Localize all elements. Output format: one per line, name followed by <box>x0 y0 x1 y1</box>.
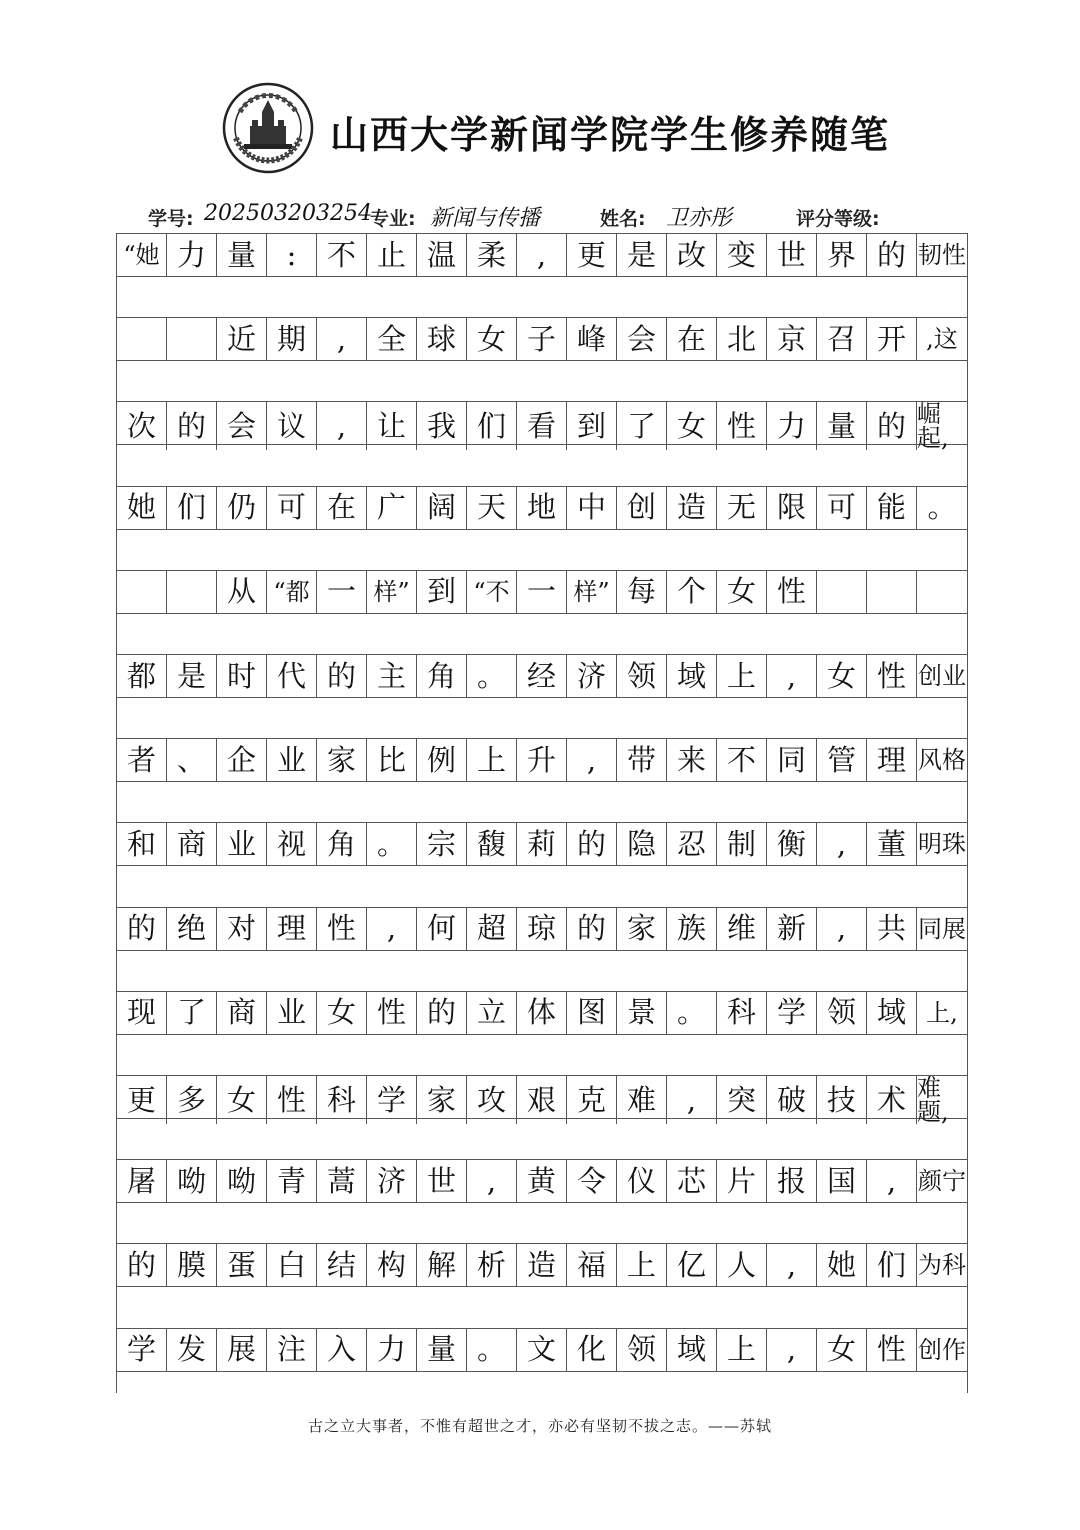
grid-cell: 解 <box>417 1244 467 1286</box>
grid-cell: 忍 <box>667 823 717 865</box>
grid-cell: 不 <box>317 234 367 276</box>
grid-cell: 样” <box>367 571 417 613</box>
grid-cell: 经 <box>517 655 567 697</box>
grid-cell: 人 <box>717 1244 767 1286</box>
grid-cell: 女 <box>217 1076 267 1124</box>
grid-cell: 令 <box>567 1160 617 1202</box>
grid-cell: , <box>667 1076 717 1124</box>
grid-cell: 在 <box>317 487 367 529</box>
grid-cell: 业 <box>267 992 317 1034</box>
grid-cell: 全 <box>367 318 417 360</box>
grid-cell: 创业 <box>918 662 966 690</box>
grade-label: 评分等级: <box>796 208 880 230</box>
grid-cell: 析 <box>467 1244 517 1286</box>
grid-cell: 性 <box>717 402 767 450</box>
grid-cell: 女 <box>467 318 517 360</box>
grid-cell: 蛋 <box>217 1244 267 1286</box>
grid-cell: 会 <box>617 318 667 360</box>
grid-cell: 新 <box>767 908 817 950</box>
grid-cell: 董 <box>867 823 917 865</box>
grid-cell: 理 <box>267 908 317 950</box>
grid-row <box>117 907 967 951</box>
grid-cell: , <box>517 234 567 276</box>
grid-cell: 学 <box>367 1076 417 1124</box>
grid-cell: , <box>367 908 417 950</box>
grid-cell: 。 <box>467 655 517 697</box>
grid-cell: 共 <box>867 908 917 950</box>
grid-cell: 性 <box>767 571 817 613</box>
grid-cell: 屠 <box>117 1160 167 1202</box>
grid-cell <box>167 318 217 360</box>
grid-cell: 入 <box>317 1329 367 1371</box>
grid-cell: 性 <box>267 1076 317 1124</box>
grid-cell: 家 <box>617 908 667 950</box>
grid-row <box>117 317 967 361</box>
grid-cell: 上 <box>717 655 767 697</box>
grid-cell: 艰 <box>517 1076 567 1124</box>
grid-cell: 片 <box>717 1160 767 1202</box>
grid-cell: 图 <box>567 992 617 1034</box>
grid-cell: 性 <box>317 908 367 950</box>
grid-cell: 更 <box>117 1076 167 1124</box>
grid-cell: 馥 <box>467 823 517 865</box>
grid-cell: 膜 <box>167 1244 217 1286</box>
grid-cell: 温 <box>417 234 467 276</box>
grid-cell: 破 <box>767 1076 817 1124</box>
grid-cell: 了 <box>167 992 217 1034</box>
major-value: 新闻与传播 <box>430 206 541 231</box>
grid-row <box>117 1159 967 1203</box>
grid-cell: 衡 <box>767 823 817 865</box>
grid-cell: 领 <box>617 1329 667 1371</box>
grid-cell: 力 <box>167 234 217 276</box>
grid-cell: 突 <box>717 1076 767 1124</box>
grid-cell: 更 <box>567 234 617 276</box>
grid-cell: 科 <box>717 992 767 1034</box>
grid-cell: 化 <box>567 1329 617 1371</box>
grid-cell: 的 <box>867 234 917 276</box>
grid-cell: 变 <box>717 234 767 276</box>
grid-cell: 上 <box>617 1244 667 1286</box>
grid-cell: 体 <box>517 992 567 1034</box>
grid-cell: 术 <box>867 1076 917 1124</box>
grid-cell: 女 <box>667 402 717 450</box>
grid-cell: 力 <box>767 402 817 450</box>
grid-row <box>117 1074 967 1126</box>
grid-cell: 上 <box>717 1329 767 1371</box>
grid-cell: 域 <box>667 655 717 697</box>
grid-cell: 造 <box>517 1244 567 1286</box>
grid-cell: 韧性 <box>918 241 966 269</box>
grid-row <box>117 486 967 530</box>
grid-cell: 来 <box>667 739 717 781</box>
grid-cell: 宗 <box>417 823 467 865</box>
grid-cell: 现 <box>117 992 167 1034</box>
grid-cell: 角 <box>317 823 367 865</box>
grid-cell: 会 <box>217 402 267 450</box>
grid-cell: 克 <box>567 1076 617 1124</box>
grid-cell: 女 <box>717 571 767 613</box>
grid-cell: 白 <box>267 1244 317 1286</box>
grid-cell: 芯 <box>667 1160 717 1202</box>
grid-cell: 蒿 <box>317 1160 367 1202</box>
grid-cell: 从 <box>217 571 267 613</box>
grid-cell: 青 <box>267 1160 317 1202</box>
grid-cell: 天 <box>467 487 517 529</box>
grid-cell: 京 <box>767 318 817 360</box>
grid-cell: 构 <box>367 1244 417 1286</box>
grid-row <box>117 1243 967 1287</box>
grid-cell: 召 <box>817 318 867 360</box>
grid-cell: 量 <box>217 234 267 276</box>
grid-cell: 学 <box>767 992 817 1034</box>
grid-cell: 域 <box>867 992 917 1034</box>
grid-cell: 黄 <box>517 1160 567 1202</box>
grid-cell: 视 <box>267 823 317 865</box>
grid-cell: 家 <box>417 1076 467 1124</box>
grid-cell: 族 <box>667 908 717 950</box>
grid-cell: 展 <box>217 1329 267 1371</box>
grid-cell: 风格 <box>918 746 966 775</box>
grid-cell: , <box>767 1244 817 1286</box>
grid-cell: : <box>267 234 317 276</box>
grid-cell: 和 <box>117 823 167 865</box>
grid-cell: 攻 <box>467 1076 517 1124</box>
grid-cell: 阔 <box>417 487 467 529</box>
grid-cell: 代 <box>267 655 317 697</box>
grid-cell: 企 <box>217 739 267 781</box>
grid-cell: 北 <box>717 318 767 360</box>
grid-cell <box>867 571 917 613</box>
grid-cell: 近 <box>217 318 267 360</box>
grid-cell: 颜宁 <box>918 1167 966 1196</box>
grid-cell: 上, <box>926 998 958 1027</box>
student-info-line <box>148 200 948 232</box>
grid-cell: 是 <box>617 234 667 276</box>
grid-cell: 国 <box>817 1160 867 1202</box>
grid-cell: 一 <box>317 571 367 613</box>
grid-cell: 技 <box>817 1076 867 1124</box>
grid-cell: 景 <box>617 992 667 1034</box>
grid-cell: 看 <box>517 402 567 450</box>
grid-cell: 超 <box>467 908 517 950</box>
grid-cell: 角 <box>417 655 467 697</box>
grid-cell: 女 <box>317 992 367 1034</box>
grid-cell: 业 <box>267 739 317 781</box>
page-header <box>0 82 1080 182</box>
grid-cell: 莉 <box>517 823 567 865</box>
grid-cell: 她 <box>817 1244 867 1286</box>
grid-cell: 领 <box>617 655 667 697</box>
grid-cell: 科 <box>317 1076 367 1124</box>
grid-cell: 济 <box>567 655 617 697</box>
grid-cell: 女 <box>817 1329 867 1371</box>
major-label: 专业: <box>370 208 416 230</box>
grid-cell: 量 <box>817 402 867 450</box>
grid-cell: “不 <box>467 571 517 613</box>
grid-cell: 的 <box>117 1244 167 1286</box>
grid-cell: 止 <box>367 234 417 276</box>
grid-cell: 崛起, <box>917 400 949 453</box>
grid-cell: 商 <box>167 823 217 865</box>
grid-row <box>117 233 967 277</box>
grid-cell: 者 <box>117 739 167 781</box>
grid-cell: 限 <box>767 487 817 529</box>
grid-cell: , <box>467 1160 517 1202</box>
grid-cell: 议 <box>267 402 317 450</box>
grid-cell: 的 <box>317 655 367 697</box>
grid-cell: 在 <box>667 318 717 360</box>
grid-cell: 子 <box>517 318 567 360</box>
grid-cell: 地 <box>517 487 567 529</box>
grid-cell: 量 <box>417 1329 467 1371</box>
grid-cell: 结 <box>317 1244 367 1286</box>
grid-cell: 理 <box>867 739 917 781</box>
grid-cell: 的 <box>117 908 167 950</box>
grid-cell: 学 <box>117 1329 167 1371</box>
grid-cell: 升 <box>517 739 567 781</box>
grid-row <box>117 570 967 614</box>
grid-row <box>117 1328 967 1372</box>
grid-cell: 立 <box>467 992 517 1034</box>
grid-cell: 领 <box>817 992 867 1034</box>
grid-cell: 性 <box>367 992 417 1034</box>
name-label: 姓名: <box>600 208 646 230</box>
grid-cell: 都 <box>117 655 167 697</box>
grid-cell: 一 <box>517 571 567 613</box>
grid-cell: 多 <box>167 1076 217 1124</box>
grid-cell: 能 <box>867 487 917 529</box>
grid-cell: , <box>317 402 367 450</box>
grid-cell: 我 <box>417 402 467 450</box>
grid-cell: 的 <box>867 402 917 450</box>
grid-cell: 难 <box>617 1076 667 1124</box>
name-value: 卫亦彤 <box>666 206 733 231</box>
grid-row <box>117 738 967 782</box>
grid-cell: 比 <box>367 739 417 781</box>
grid-cell: , <box>817 823 867 865</box>
grid-cell: 性 <box>867 1329 917 1371</box>
grid-cell: 们 <box>467 402 517 450</box>
grid-cell: 管 <box>817 739 867 781</box>
grid-cell: 到 <box>417 571 467 613</box>
grid-row <box>117 822 967 866</box>
grid-cell: 商 <box>217 992 267 1034</box>
grid-cell: 。 <box>927 490 957 525</box>
grid-cell: 明珠 <box>918 830 966 859</box>
grid-cell: 不 <box>717 739 767 781</box>
grid-cell: 柔 <box>467 234 517 276</box>
grid-cell: 的 <box>417 992 467 1034</box>
grid-cell: 亿 <box>667 1244 717 1286</box>
grid-cell: 的 <box>567 823 617 865</box>
grid-cell <box>117 571 167 613</box>
grid-cell: 家 <box>317 739 367 781</box>
grid-cell: 难题, <box>917 1074 949 1126</box>
grid-cell: 仍 <box>217 487 267 529</box>
grid-cell: , <box>817 908 867 950</box>
grid-cell: 造 <box>667 487 717 529</box>
grid-cell: 带 <box>617 739 667 781</box>
grid-cell: 报 <box>767 1160 817 1202</box>
grid-cell: 。 <box>667 992 717 1034</box>
grid-cell: 何 <box>417 908 467 950</box>
grid-cell: 发 <box>167 1329 217 1371</box>
grid-cell: 主 <box>367 655 417 697</box>
grid-cell: 对 <box>217 908 267 950</box>
grid-cell: 样” <box>567 571 617 613</box>
grid-cell: 。 <box>467 1329 517 1371</box>
grid-cell: 呦 <box>167 1160 217 1202</box>
grid-cell: 上 <box>467 739 517 781</box>
grid-cell: 次 <box>117 402 167 450</box>
footer-quote: 古之立大事者，不惟有超世之才，亦必有坚韧不拔之志。——苏轼 <box>307 1417 772 1435</box>
grid-cell: 隐 <box>617 823 667 865</box>
grid-cell: 女 <box>817 655 867 697</box>
grid-cell: 球 <box>417 318 467 360</box>
grid-cell: 制 <box>717 823 767 865</box>
grid-cell: 性 <box>867 655 917 697</box>
grid-cell: 同展 <box>918 914 966 943</box>
grid-cell: ,这 <box>926 325 958 354</box>
grid-cell: 例 <box>417 739 467 781</box>
grid-cell: 改 <box>667 234 717 276</box>
grid-cell: 济 <box>367 1160 417 1202</box>
grid-cell: 的 <box>567 908 617 950</box>
grid-cell <box>167 571 217 613</box>
grid-cell: “都 <box>267 571 317 613</box>
grid-cell: 个 <box>667 571 717 613</box>
grid-cell: 可 <box>817 487 867 529</box>
grid-cell: , <box>767 655 817 697</box>
grid-cell: , <box>767 1329 817 1371</box>
university-seal-icon <box>222 82 314 174</box>
grid-cell: 可 <box>267 487 317 529</box>
grid-row <box>117 400 967 453</box>
grid-cell: 创作 <box>918 1335 966 1364</box>
grid-cell: 时 <box>217 655 267 697</box>
grid-cell: 福 <box>567 1244 617 1286</box>
grid-cell: 域 <box>667 1329 717 1371</box>
grid-cell: 为科 <box>918 1251 966 1280</box>
grid-cell: 呦 <box>217 1160 267 1202</box>
grid-cell: 世 <box>417 1160 467 1202</box>
grid-cell <box>917 571 967 613</box>
grid-cell: , <box>317 318 367 360</box>
grid-cell: 的 <box>167 402 217 450</box>
grid-cell: 每 <box>617 571 667 613</box>
grid-row <box>117 991 967 1035</box>
student-id-value: 202503203254 <box>204 201 372 226</box>
grid-cell: 业 <box>217 823 267 865</box>
grid-cell: 广 <box>367 487 417 529</box>
page-title: 山西大学新闻学院学生修养随笔 <box>330 112 891 157</box>
grid-cell: 了 <box>617 402 667 450</box>
grid-cell: 琼 <box>517 908 567 950</box>
grid-cell <box>817 571 867 613</box>
grid-cell: 们 <box>167 487 217 529</box>
grid-cell: 、 <box>167 739 217 781</box>
grid-cell: 期 <box>267 318 317 360</box>
grid-cell: 中 <box>567 487 617 529</box>
grid-cell: 界 <box>817 234 867 276</box>
grid-cell: 注 <box>267 1329 317 1371</box>
grid-cell: , <box>567 739 617 781</box>
grid-cell: 维 <box>717 908 767 950</box>
grid-cell: 让 <box>367 402 417 450</box>
grid-cell: 是 <box>167 655 217 697</box>
grid-cell: 文 <box>517 1329 567 1371</box>
grid-cell: 无 <box>717 487 767 529</box>
grid-cell: 力 <box>367 1329 417 1371</box>
grid-cell: , <box>867 1160 917 1202</box>
grid-cell: “她 <box>117 234 167 276</box>
grid-cell: 。 <box>367 823 417 865</box>
grid-cell: 峰 <box>567 318 617 360</box>
grid-row <box>117 654 967 698</box>
grid-cell: 到 <box>567 402 617 450</box>
grid-cell: 创 <box>617 487 667 529</box>
grid-cell: 绝 <box>167 908 217 950</box>
grid-cell: 她 <box>117 487 167 529</box>
grid-cell: 仪 <box>617 1160 667 1202</box>
grid-cell: 世 <box>767 234 817 276</box>
grid-cell: 们 <box>867 1244 917 1286</box>
writing-grid <box>116 233 968 1393</box>
grid-cell: 同 <box>767 739 817 781</box>
grid-cell: 开 <box>867 318 917 360</box>
grid-cell <box>117 318 167 360</box>
student-id-label: 学号: <box>148 208 194 230</box>
